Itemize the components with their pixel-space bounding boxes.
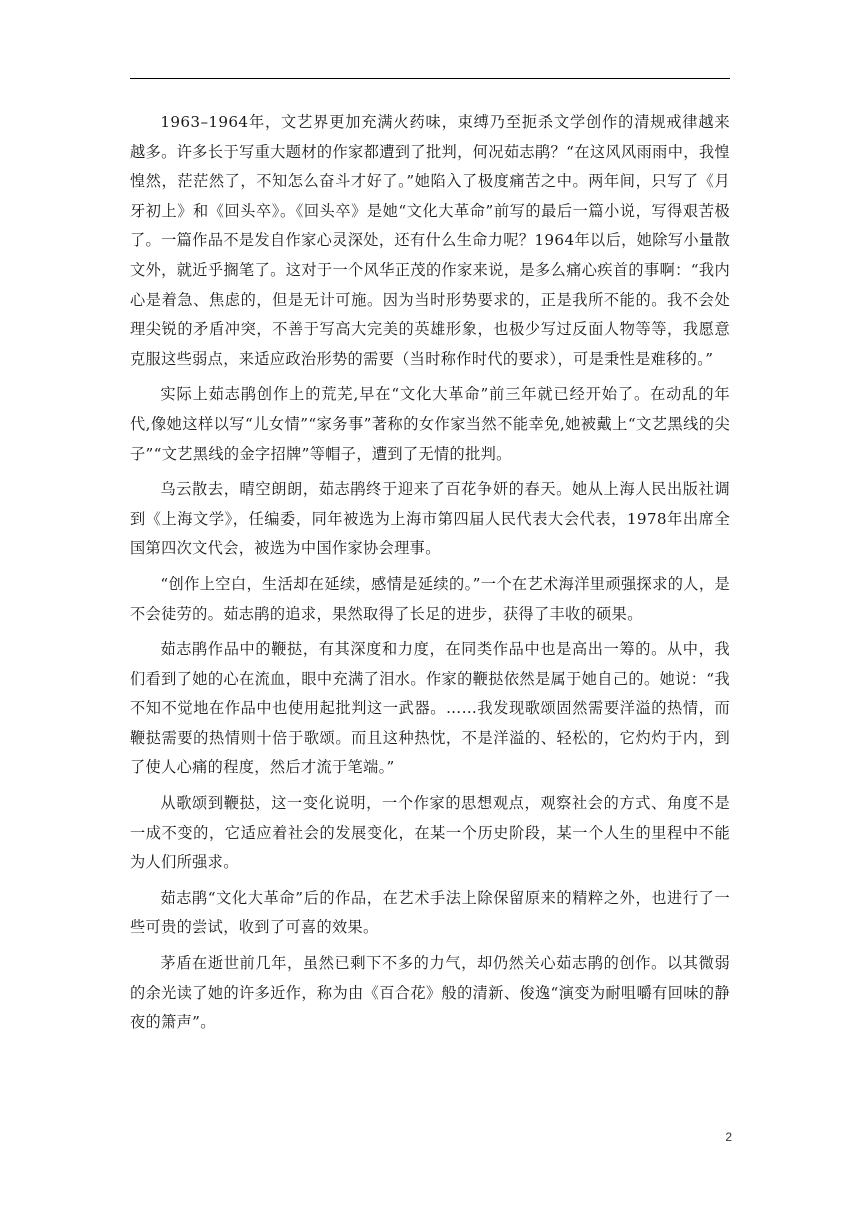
paragraph-7: 茹志鹃“文化大革命”后的作品，在艺术手法上除保留原来的精粹之外，也进行了一些可贵的尝试，收到了可喜的效果。 [130,888,730,937]
paragraph-8: 茅盾在逝世前几年，虽然已剩下不多的力气，却仍然关心茹志鹃的创作。以其微弱的余光读了她的许多近作，称为由《百合花》般的清新、俊逸“演变为耐咀嚼有回味的静夜的箫声”。 [130,954,730,1032]
paragraph-6: 从歌颂到鞭挞，这一变化说明，一个作家的思想观点，观察社会的方式、角度不是一成不变的，它适应着社会的发展变化，在某一个历史阶段，某一个人生的里程中不能为人们所强求。 [130,794,730,872]
paragraph-1: 1963–1964年，文艺界更加充满火药味，束缚乃至扼杀文学创作的清规戒律越来越多。许多长于写重大题材的作家都遭到了批判，何况茹志鹃？“在这风风雨雨中，我惶惶然，茫茫然了，不知怎么奋斗才好了。”她陷入了极度痛苦之中。两年间，只写了《月牙初上》和《回头卒》。《回头卒》是她“文化大革命”前写的最后一篇小说，写得艰苦极了。一篇作品不是发自作家心灵深处，还有什么生命力呢？1964年以后，她除写小量散文外，就近乎搁笔了。这对于一个风华正茂的作家来说，是多么痛心疾首的事啊：“我内心是着急、焦虑的，但是无计可施。因为当时形势要求的，正是我所不能的。我不会处理尖锐的矛盾冲突，不善于写高大完美的英雄形象，也极少写过反面人物等等，我愿意克服这些弱点，来适应政治形势的需要（当时称作时代的要求），可是秉性是难移的。” [130,113,730,368]
page-number: 2 [725,1130,732,1144]
header-rule [130,78,730,79]
paragraph-2: 实际上茹志鹃创作上的荒芜,早在“文化大革命”前三年就已经开始了。在动乱的年代,像她这样以写“儿女情”“家务事”著称的女作家当然不能幸免,她被戴上“文艺黑线的尖子”“文艺黑线的金字招牌”等帽子，遭到了无情的批判。 [130,385,730,463]
paragraph-3: 乌云散去，晴空朗朗，茹志鹃终于迎来了百花争妍的春天。她从上海人民出版社调到《上海文学》，任编委，同年被选为上海市第四届人民代表大会代表，1978年出席全国第四次文代会，被选为中国作家协会理事。 [130,480,730,558]
paragraph-4: “创作上空白，生活却在延续，感情是延续的。”一个在艺术海洋里顽强探求的人，是不会徒劳的。茹志鹃的追求，果然取得了长足的进步，获得了丰收的硕果。 [130,574,730,623]
document-body [130,108,730,1044]
paragraph-5: 茹志鹃作品中的鞭挞，有其深度和力度，在同类作品中也是高出一筹的。从中，我们看到了她的心在流血，眼中充满了泪水。作家的鞭挞依然是属于她自己的。她说：“我不知不觉地在作品中也使用起批判这一武器。……我发现歌颂固然需要洋溢的热情，而鞭挞需要的热情则十倍于歌颂。而且这种热忱，不是洋溢的、轻松的，它灼灼于内，到了使人心痛的程度，然后才流于笔端。” [130,640,730,777]
